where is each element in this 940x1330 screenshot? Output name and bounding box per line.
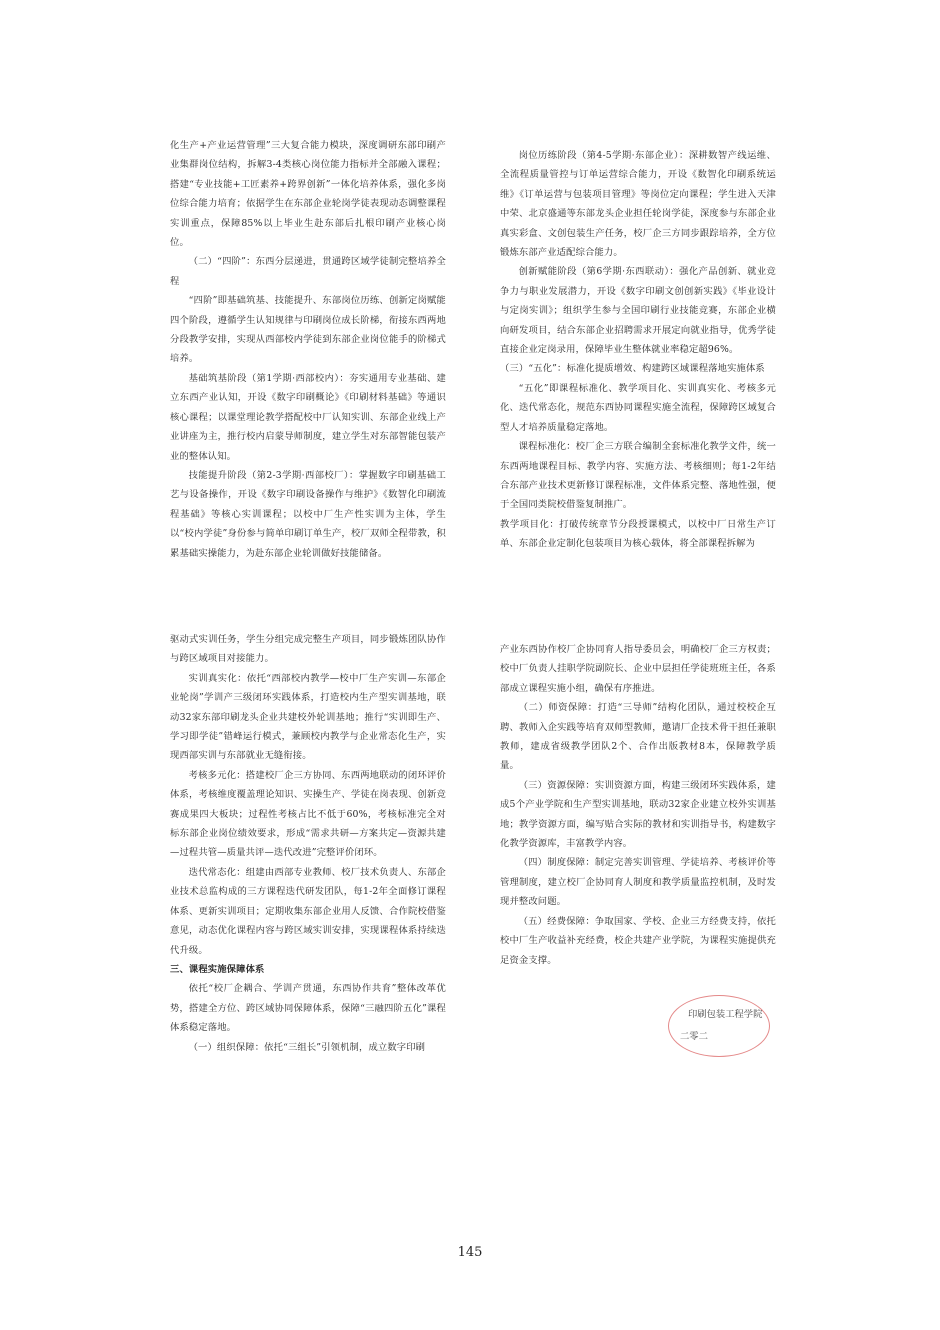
paragraph: 课程标准化：校厂企三方联合编制全套标准化教学文件，统一东西两地课程目标、教学内容、实施方法、考核细则；每1-2年结合东部产业技术更新修订课程标准，文件体系完整、落地性强，便于全国同类院校借鉴复制推广。 bbox=[500, 441, 776, 511]
paragraph: “四阶”即基础筑基、技能提升、东部岗位历练、创新定岗赋能四个阶段，遵循学生认知规律与印刷岗位成长阶梯，衔接东西两地分段教学安排，实现从西部校内学徒到东部企业岗位能手的阶梯式培养。 bbox=[170, 295, 446, 365]
page-number: 145 bbox=[457, 1245, 483, 1260]
paragraph: （三）资源保障：实训资源方面，构建三级闭环实践体系，建成5个产业学院和生产型实训基地，联动32家企业建立校外实训基地；教学资源方面，编写贴合实际的教材和实训指导书，构建数字化教学资源库，丰富教学内容。 bbox=[500, 779, 776, 850]
paragraph: 考核多元化：搭建校厂企三方协同、东西两地联动的闭环评价体系，考核维度覆盖理论知识、实操生产、学徒在岗表现、创新竞赛成果四大板块；过程性考核占比不低于60%，考核标准完全对标东部企业岗位绩效要求，形成“需求共研—方案共定—资源共建—过程共管—质量共评—迭代改进”完整评价闭环。 bbox=[170, 769, 446, 859]
signature-unit: 印刷包装工程学院 bbox=[688, 1009, 763, 1020]
paragraph: 创新赋能阶段（第6学期·东西联动）：强化产品创新、就业竞争力与职业发展潜力，开设《数字印刷文创创新实践》《毕业设计与定岗实训》；组织学生参与全国印刷行业技能竞赛，东部企业横向研发项目，结合东部企业招聘需求开展定向就业指导，优秀学徒直接企业定岗录用，保障毕业生整体就业率稳定超96%。 bbox=[500, 266, 776, 356]
paragraph: 基础筑基阶段（第1学期·西部校内）：夯实通用专业基础、建立东西产业认知，开设《数字印刷概论》《印刷材料基础》等通识核心课程；以课堂理论教学搭配校中厂认知实训、东部企业线上产业讲座为主，推行校内启蒙导师制度，建立学生对东部智能包装产业的整体认知。 bbox=[170, 372, 446, 462]
paragraph: 实训真实化：依托“西部校内教学—校中厂生产实训—东部企业轮岗”学训产三级闭环实践体系，打造校内生产型实训基地，联动32家东部印刷龙头企业共建校外轮训基地；推行“实训即生产、学习即学徒”错峰运行模式，兼顾校内教学与企业常态化生产，实现西部实训与东部就业无缝衔接。 bbox=[170, 672, 446, 762]
paragraph: 依托“校厂企耦合、学训产贯通，东西协作共育”整体改革优势，搭建全方位、跨区域协同保障体系，保障“三融四阶五化”课程体系稳定落地。 bbox=[170, 983, 446, 1034]
paragraph: （四）制度保障：制定完善实训管理、学徒培养、考核评价等管理制度，建立校厂企协同育人制度和教学质量监控机制，及时发现并整改问题。 bbox=[500, 857, 776, 908]
paragraph: 岗位历练阶段（第4-5学期·东部企业）：深耕数智产线运维、全流程质量管控与订单运营综合能力，开设《数智化印刷系统运维》《订单运营与包装项目管理》等岗位定向课程；学生进入天津中荣、北京盛通等东部龙头企业担任轮岗学徒，深度参与东部企业真实彩盒、文创包装生产任务，校厂企三方同步跟踪培养，全方位锻炼东部产业适配综合能力。 bbox=[500, 150, 776, 259]
paragraph: （二）师资保障：打造“三导师”结构化团队，通过校校企互聘、教师入企实践等培育双师型教师，邀请厂企技术骨干担任兼职教师，建成省级教学团队2个、合作出版教材8本，保障教学质量。 bbox=[500, 702, 776, 772]
paragraph: “五化”即课程标准化、教学项目化、实训真实化、考核多元化、迭代常态化，规范东西协同课程实施全流程，保障跨区域复合型人才培养质量稳定落地。 bbox=[500, 382, 776, 433]
signature-date: 二零二 bbox=[680, 1031, 708, 1042]
paragraph: 技能提升阶段（第2-3学期·西部校厂）：掌握数字印刷基础工艺与设备操作，开设《数字印刷设备操作与维护》《数智化印刷流程基础》等核心实训课程；以校中厂生产性实训为主体，学生以“校内学徒”身份参与简单印刷订单生产，校厂双师全程带教，积累基础实操能力，为赴东部企业轮训做好技能储备。 bbox=[170, 469, 446, 559]
paragraph: 化生产+产业运营管理”三大复合能力模块，深度调研东部印刷产业集群岗位结构，拆解3-4类核心岗位能力指标并全部融入课程；搭建“专业技能+工匠素养+跨界创新”一体化培养体系，强化多岗位综合能力培育；依据学生在东部企业轮岗学徒表现动态调整课程实训重点，保障85%以上毕业生赴东部后扎根印刷产业核心岗位。 bbox=[170, 140, 446, 249]
section-heading: 三、课程实施保障体系 bbox=[170, 963, 265, 975]
text-column-1 bbox=[170, 136, 446, 563]
paragraph: 驱动式实训任务，学生分组完成完整生产项目，同步锻炼团队协作与跨区域项目对接能力。 bbox=[170, 634, 446, 665]
paragraph: 教学项目化：打破传统章节分段授课模式，以校中厂日常生产订单、东部企业定制化包装项目为核心载体，将全部课程拆解为 bbox=[500, 518, 776, 550]
paragraph: 产业东西协作校厂企协同育人指导委员会，明确校厂企三方权责；校中厂负责人挂职学院副院长、企业中层担任学徒班班主任，各系部成立课程实施小组，确保有序推进。 bbox=[500, 644, 776, 694]
section-heading: （二）“四阶”：东西分层递进，贯通跨区域学徒制完整培养全程 bbox=[170, 256, 446, 287]
section-heading: （三）“五化”：标准化提质增效、构建跨区域课程落地实施体系 bbox=[500, 363, 765, 375]
paragraph: 迭代常态化：组建由西部专业教师、校厂技术负责人、东部企业技术总监构成的三方课程迭代研发团队，每1-2年全面修订课程体系、更新实训项目；定期收集东部企业用人反馈、合作院校借鉴意见，动态优化课程内容与跨区域实训安排，实现课程体系持续迭代升级。 bbox=[170, 866, 446, 956]
text-column-2 bbox=[500, 146, 776, 554]
official-seal-stamp bbox=[668, 995, 770, 1057]
text-column-3 bbox=[170, 630, 446, 1057]
paragraph: （一）组织保障：依托“三组长”引领机制，成立数字印刷 bbox=[188, 1041, 426, 1053]
paragraph: （五）经费保障：争取国家、学校、企业三方经费支持，依托校中厂生产收益补充经费，校企共建产业学院，为课程实施提供充足资金支撑。 bbox=[500, 915, 776, 966]
text-column-4 bbox=[500, 640, 776, 970]
